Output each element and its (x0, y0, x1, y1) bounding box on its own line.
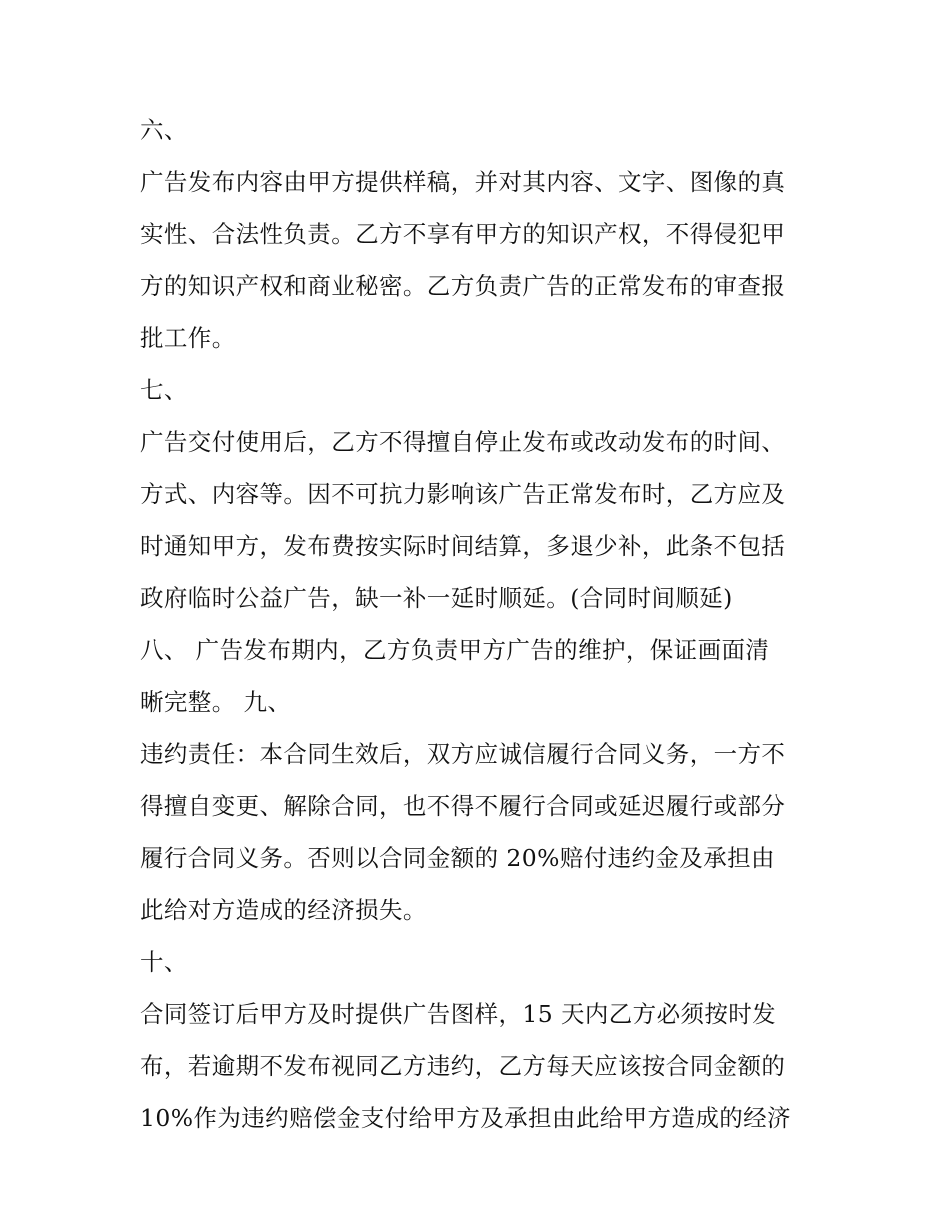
text-line: 广告交付使用后，乙方不得擅自停止发布或改动发布的时间、 (140, 428, 786, 456)
text-line: 时通知甲方，发布费按实际时间结算，多退少补，此条不包括 (140, 532, 786, 560)
text-line: 履行合同义务。否则以合同金额的 20%赔付违约金及承担由 (140, 844, 775, 872)
text-line: 方的知识产权和商业秘密。乙方负责广告的正常发布的审查报 (140, 272, 786, 300)
section-heading-7: 七、 (140, 376, 188, 404)
section-heading-6: 六、 (140, 116, 188, 144)
text-line: 合同签订后甲方及时提供广告图样，15 天内乙方必须按时发 (140, 1000, 777, 1028)
text-line: 10%作为违约赔偿金支付给甲方及承担由此给甲方造成的经济 (140, 1104, 791, 1132)
text-line: 布，若逾期不发布视同乙方违约，乙方每天应该按合同金额的 (140, 1052, 786, 1080)
text-line: 方式、内容等。因不可抗力影响该广告正常发布时，乙方应及 (140, 480, 786, 508)
text-line: 此给对方造成的经济损失。 (140, 896, 427, 924)
text-line: 批工作。 (140, 324, 236, 352)
text-line: 晰完整。 九、 (140, 688, 292, 716)
text-line: 广告发布内容由甲方提供样稿，并对其内容、文字、图像的真 (140, 168, 786, 196)
section-heading-10: 十、 (140, 948, 188, 976)
contract-text (140, 110, 820, 1150)
text-line: 违约责任：本合同生效后，双方应诚信履行合同义务，一方不 (140, 740, 786, 768)
text-line: 实性、合法性负责。乙方不享有甲方的知识产权，不得侵犯甲 (140, 220, 786, 248)
text-line: 政府临时公益广告，缺一补一延时顺延。(合同时间顺延) (140, 584, 733, 612)
text-line: 得擅自变更、解除合同，也不得不履行合同或延迟履行或部分 (140, 792, 786, 820)
section-8-line: 八、 广告发布期内，乙方负责甲方广告的维护，保证画面清 (140, 636, 770, 664)
